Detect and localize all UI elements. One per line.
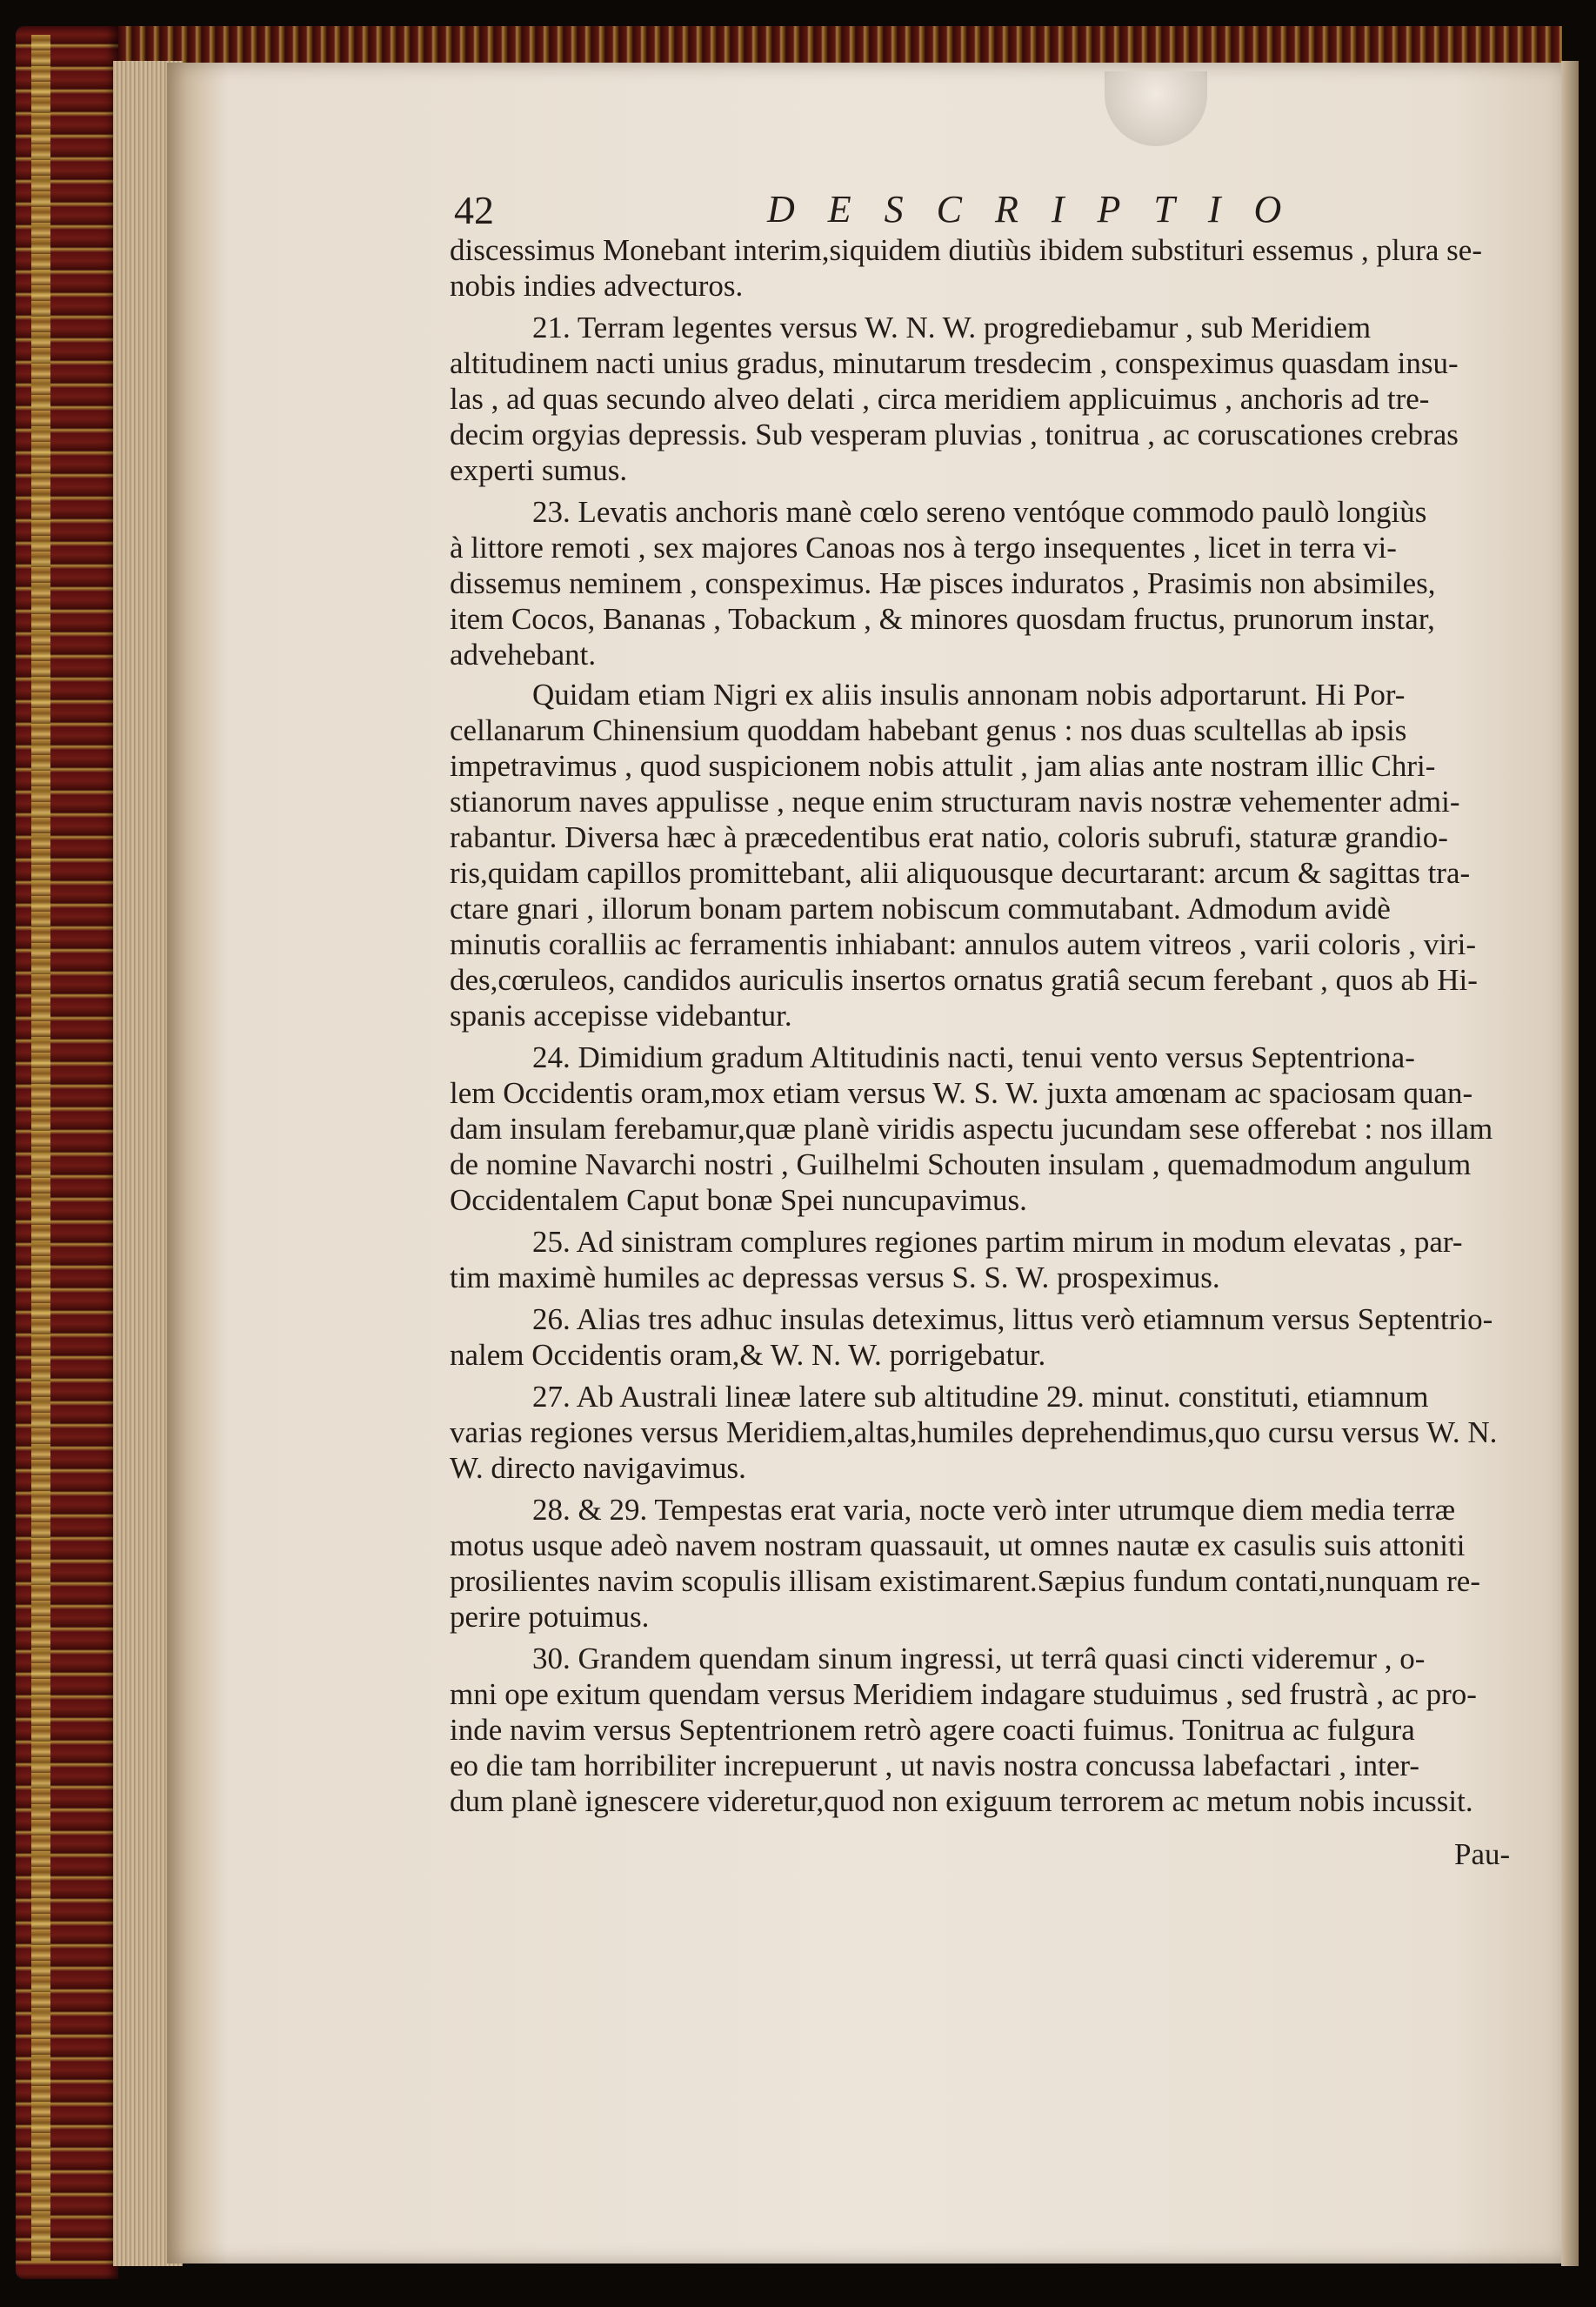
text-line: 27. Ab Australi lineæ latere sub altitudine 29. minut. constituti, etiamnum <box>532 1380 1429 1414</box>
text-line: des,cœruleos, candidos auriculis insertos ornatus gratiâ secum ferebant , quos ab Hi- <box>450 963 1478 997</box>
text-line: las , ad quas secundo alveo delati , circa meridiem applicuimus , anchoris ad tre- <box>450 382 1430 416</box>
text-line: impetravimus , quod suspicionem nobis attulit , jam alias ante nostram illic Chri- <box>450 749 1436 783</box>
text-line: 26. Alias tres adhuc insulas deteximus, littus verò etiamnum versus Septentrio- <box>532 1302 1493 1336</box>
text-line: prosilientes navim scopulis illisam existimarent.Sæpius fundum contati,nunquam re- <box>450 1564 1480 1598</box>
page-number: 42 <box>454 188 494 232</box>
running-title: DESCRIPTIO <box>767 188 1315 231</box>
text-line: inde navim versus Septentrionem retrò agere coacti fuimus. Tonitrua ac fulgura <box>450 1713 1415 1747</box>
text-line: nobis indies advecturos. <box>450 269 744 303</box>
top-gilt-edge <box>118 26 1562 66</box>
text-line: varias regiones versus Meridiem,altas,humiles deprehendimus,quo cursu versus W. N. <box>450 1415 1498 1449</box>
page-header <box>271 187 1550 239</box>
text-line: eo die tam horribiliter increpuerunt , ut navis nostra concussa labefactari , inter- <box>450 1749 1419 1782</box>
text-line: motus usque adeò navem nostram quassauit, ut omnes nautæ ex casulis suis attoniti <box>450 1528 1466 1562</box>
text-line: spanis accepisse videbantur. <box>450 999 792 1033</box>
text-line: dam insulam ferebamur,quæ planè viridis aspectu jucundam sese offerebat : nos illam <box>450 1112 1493 1146</box>
text-line: Occidentalem Caput bonæ Spei nuncupavimus. <box>450 1183 1027 1217</box>
text-line: dissemus neminem , conspeximus. Hæ pisces induratos , Prasimis non absimiles, <box>450 566 1436 600</box>
text-line: ris,quidam capillos promittebant, alii aliquousque decurtarant: arcum & sagittas tra- <box>450 856 1471 890</box>
gilt-edge-decoration <box>31 35 50 2262</box>
text-line: 25. Ad sinistram complures regiones partim mirum in modum elevatas , par- <box>532 1225 1463 1259</box>
text-line: 24. Dimidium gradum Altitudinis nacti, tenui vento versus Septentriona- <box>532 1040 1415 1074</box>
text-line: 23. Levatis anchoris manè cœlo sereno ventóque commodo paulò longiùs <box>532 495 1427 529</box>
text-line: de nomine Navarchi nostri , Guilhelmi Schouten insulam , quemadmodum angulum <box>450 1147 1472 1181</box>
text-line: 21. Terram legentes versus W. N. W. progrediebamur , sub Meridiem <box>532 311 1372 344</box>
text-line: dum planè ignescere videretur,quod non exiguum terrorem ac metum nobis incussit. <box>450 1784 1473 1818</box>
page-right-edge <box>1561 61 1579 2266</box>
text-line: lem Occidentis oram,mox etiam versus W. S. W. juxta amœnam ac spaciosam quan- <box>450 1076 1473 1110</box>
text-line: mni ope exitum quendam versus Meridiem indagare studuimus , sed frustrà , ac pro- <box>450 1677 1477 1711</box>
text-line: à littore remoti , sex majores Canoas nos à tergo insequentes , licet in terra vi- <box>450 531 1397 565</box>
text-line: decim orgyias depressis. Sub vesperam pluvias , tonitrua , ac coruscationes crebras <box>450 418 1459 451</box>
text-line: perire potuimus. <box>450 1600 650 1634</box>
text-line: cellanarum Chinensium quoddam habebant genus : nos duas scultellas ab ipsis <box>450 713 1407 747</box>
catchword: Pau- <box>1454 1837 1511 1871</box>
text-line: altitudinem nacti unius gradus, minutarum tresdecim , conspeximus quasdam insu- <box>450 346 1459 380</box>
text-line: tim maximè humiles ac depressas versus S. S. W. prospeximus. <box>450 1260 1220 1294</box>
text-line: stianorum naves appulisse , neque enim structuram navis nostræ vehementer admi- <box>450 785 1460 819</box>
text-line: minutis coralliis ac ferramentis inhiabant: annulos autem vitreos , varii coloris , viri- <box>450 927 1476 961</box>
text-line: nalem Occidentis oram,& W. N. W. porrigebatur. <box>450 1338 1046 1372</box>
text-line: ctare gnari , illorum bonam partem nobiscum commutabant. Admodum avidè <box>450 892 1391 926</box>
text-line: discessimus Monebant interim,siquidem diutiùs ibidem substituri essemus , plura se- <box>450 233 1482 267</box>
text-line: Quidam etiam Nigri ex aliis insulis annonam nobis adportarunt. Hi Por- <box>532 678 1406 712</box>
text-line: 28. & 29. Tempestas erat varia, nocte verò inter utrumque diem media terræ <box>532 1493 1456 1527</box>
text-line: rabantur. Diversa hæc à præcedentibus erat natio, coloris subrufi, staturæ grandio- <box>450 820 1448 854</box>
text-line: item Cocos, Bananas , Tobackum , & minores quosdam fructus, prunorum instar, <box>450 602 1435 636</box>
text-line: 30. Grandem quendam sinum ingressi, ut terrâ quasi cincti videremur , o- <box>532 1642 1426 1675</box>
text-line: experti sumus. <box>450 453 628 487</box>
text-line: advehebant. <box>450 638 597 672</box>
text-line: W. directo navigavimus. <box>450 1451 746 1485</box>
